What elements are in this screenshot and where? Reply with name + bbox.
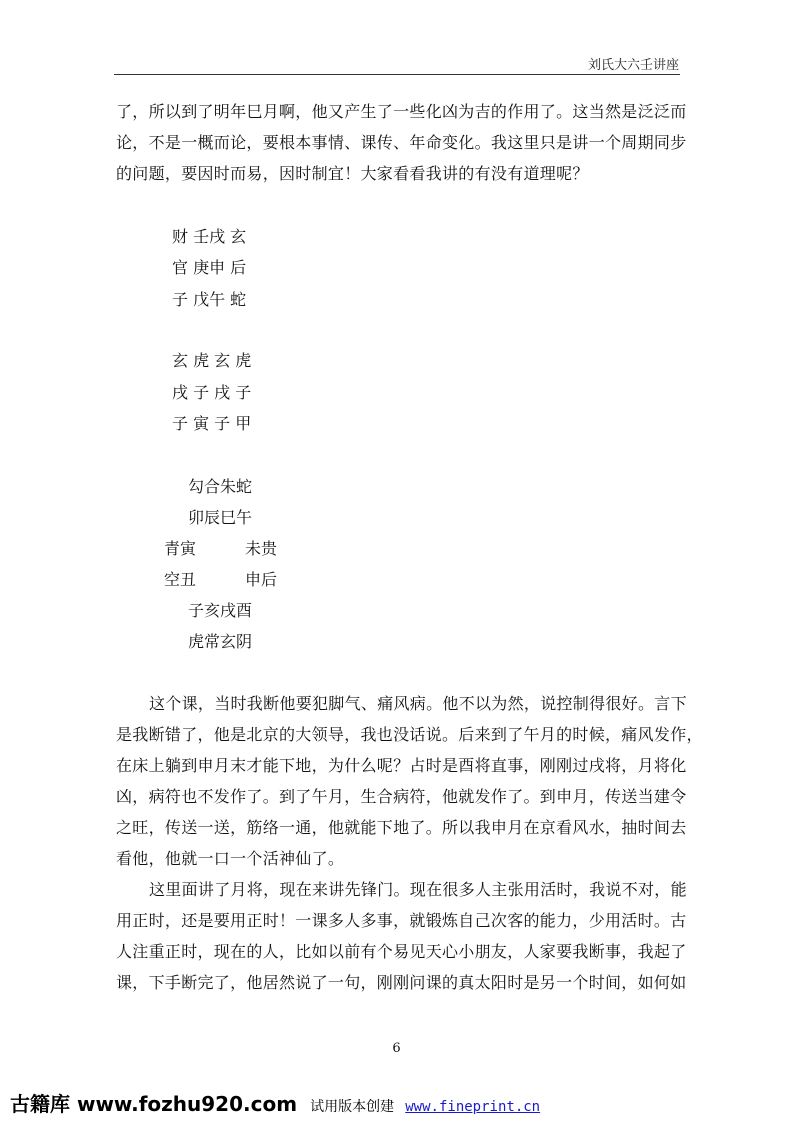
sanchuan-line: 子 戊午 蛇 [172,290,247,309]
sanchuan-line: 官 庚申 后 [172,258,247,277]
sike-line: 子 寅 子 甲 [172,414,252,433]
tianpan-right-2: 申后 [245,570,278,589]
text-line: 用正时，还是要用正时！一课多人多事，就锻炼自己次客的能力，少用活时。古 [116,911,687,930]
text-line: 是我断错了，他是北京的大领导，我也没话说。后来到了午月的时候，痛风发作， [116,725,703,744]
tianpan-top-branches: 卯辰巳午 [188,508,253,527]
body-paragraph-1 [116,688,703,874]
text-line: 了，所以到了明年巳月啊，他又产生了一些化凶为吉的作用了。这当然是泛泛而 [116,102,687,121]
text-line: 这里面讲了月将，现在来讲先锋门。现在很多人主张用活时，我说不对，能 [149,880,687,899]
footer-watermark [10,1088,540,1117]
tianpan-left-2: 空丑 [164,570,197,589]
sike-line: 戌 子 戌 子 [172,383,252,402]
intro-paragraph [116,96,687,189]
page-number: 6 [392,1041,401,1056]
sike-line: 玄 虎 玄 虎 [172,351,252,370]
tianpan-bottom-branches: 子亥戌酉 [188,601,253,620]
text-line: 的问题，要因时而易，因时制宜！大家看看我讲的有没有道理呢？ [116,164,589,183]
sanchuan-line: 财 壬戌 玄 [172,227,247,246]
text-line: 课，下手断完了，他居然说了一句，刚刚问课的真太阳时是另一个时间，如何如 [116,973,687,992]
footer-link[interactable]: www.fineprint.cn [405,1099,541,1115]
tianpan-bottom-gods: 虎常玄阴 [188,632,253,651]
footer-trial-text: 试用版本创建 [310,1099,395,1115]
text-line: 论，不是一概而论，要根本事情、课传、年命变化。我这里只是讲一个周期同步 [116,133,687,152]
text-line: 凶，病符也不发作了。到了午月，生合病符，他就发作了。到申月，传送当建令 [116,787,687,806]
text-line: 看他，他就一口一个活神仙了。 [116,849,345,868]
body-paragraph-2 [116,874,687,998]
tianpan-left-1: 青寅 [164,539,197,558]
text-line: 之旺，传送一送，筋络一通，他就能下地了。所以我申月在京看风水，抽时间去 [116,818,687,837]
text-line: 在床上躺到申月末才能下地，为什么呢？占时是酉将直事，刚刚过戌将，月将化 [116,756,687,775]
header-title: 刘氏大六壬讲座 [587,58,679,73]
text-line: 人注重正时，现在的人，比如以前有个易见天心小朋友，人家要我断事，我起了 [116,942,687,961]
footer-site: 古籍库 www.fozhu920.com [10,1092,298,1116]
text-line: 这个课，当时我断他要犯脚气、痛风病。他不以为然，说控制得很好。言下 [149,694,687,713]
header-rule [114,74,680,75]
tianpan-top-gods: 勾合朱蛇 [188,477,253,496]
tianpan-right-1: 未贵 [245,539,278,558]
